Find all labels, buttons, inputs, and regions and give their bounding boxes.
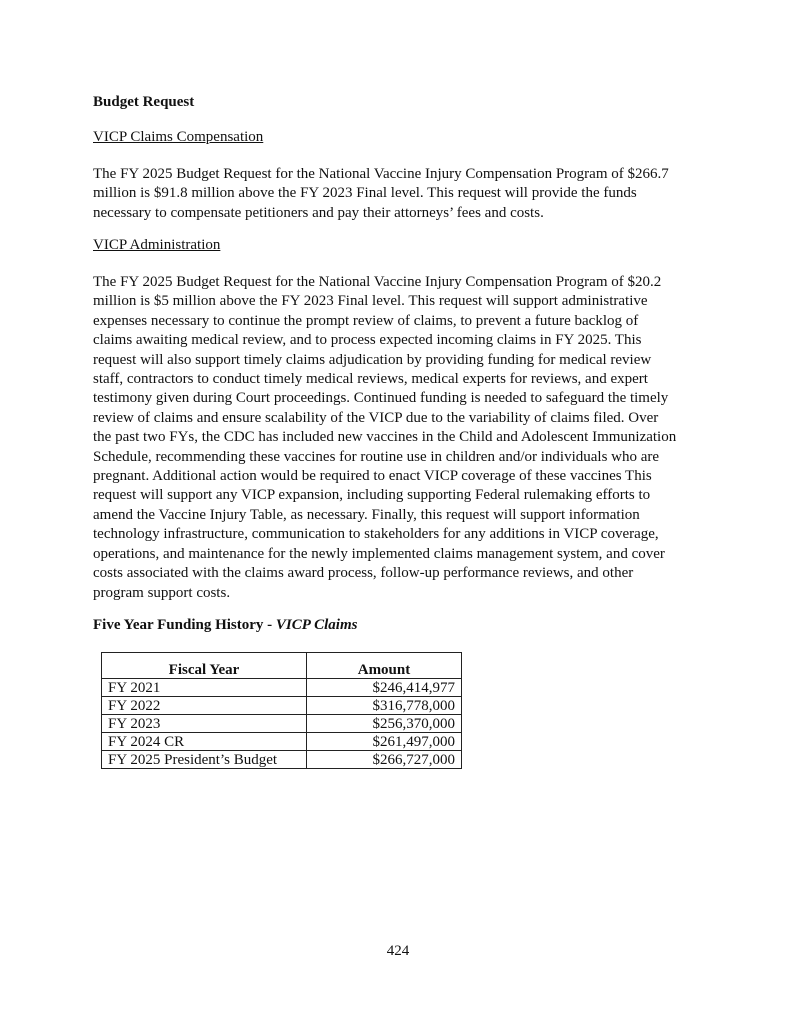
amount-cell: $246,414,977 xyxy=(307,679,462,697)
table-row xyxy=(102,751,462,769)
paragraph-line: technology infrastructure, communication to stakeholders for any additions in VICP coverage, xyxy=(93,526,659,543)
paragraph-line: million is $5 million above the FY 2023 Final level. This request will support administrative xyxy=(93,293,648,310)
paragraph-line: review of claims and ensure scalability of the VICP due to the variability of claims filed. Over xyxy=(93,409,659,426)
fiscal-year-cell: FY 2025 President’s Budget xyxy=(102,751,307,769)
budget-request-heading: Budget Request xyxy=(93,94,195,110)
paragraph-line: request will support any VICP expansion, including supporting Federal rulemaking efforts to xyxy=(93,487,651,504)
table-row xyxy=(102,733,462,751)
administration-paragraph xyxy=(93,273,703,603)
claims-compensation-subheading: VICP Claims Compensation xyxy=(93,129,264,145)
table-row xyxy=(102,715,462,733)
fiscal-year-cell: FY 2022 xyxy=(102,697,307,715)
administration-subheading: VICP Administration xyxy=(93,237,221,253)
paragraph-line: The FY 2025 Budget Request for the National Vaccine Injury Compensation Program of $266.7 xyxy=(93,166,669,182)
column-header-fiscal-year: Fiscal Year xyxy=(102,653,307,679)
fiscal-year-cell: FY 2023 xyxy=(102,715,307,733)
table-row xyxy=(102,679,462,697)
table-header-row xyxy=(102,653,462,679)
paragraph-line: million is $91.8 million above the FY 2023 Final level. This request will provide the funds xyxy=(93,185,637,202)
paragraph-line: staff, contractors to conduct timely medical reviews, medical experts for reviews, and expert xyxy=(93,371,648,388)
paragraph-line: amend the Vaccine Injury Table, as necessary. Finally, this request will support information xyxy=(93,506,640,523)
paragraph-line: operations, and maintenance for the newly implemented claims management system, and cover xyxy=(93,545,665,562)
table-row xyxy=(102,697,462,715)
paragraph-line: expenses necessary to continue the prompt review of claims, to prevent a future backlog of xyxy=(93,312,639,329)
funding-history-heading-italic: VICP Claims xyxy=(275,617,358,633)
funding-history-table xyxy=(101,652,462,769)
claims-compensation-paragraph xyxy=(93,165,703,223)
paragraph-line: The FY 2025 Budget Request for the National Vaccine Injury Compensation Program of $20.2 xyxy=(93,274,662,290)
funding-history-heading-prefix: Five Year Funding History - xyxy=(93,617,276,633)
paragraph-line: claims awaiting medical review, and to process expected incoming claims in FY 2025. This xyxy=(93,332,642,349)
fiscal-year-cell: FY 2024 CR xyxy=(102,733,307,751)
amount-cell: $266,727,000 xyxy=(307,751,462,769)
amount-cell: $261,497,000 xyxy=(307,733,462,751)
fiscal-year-cell: FY 2021 xyxy=(102,679,307,697)
page-number: 424 xyxy=(386,943,410,959)
amount-cell: $316,778,000 xyxy=(307,697,462,715)
funding-history-heading xyxy=(93,616,357,634)
amount-cell: $256,370,000 xyxy=(307,715,462,733)
paragraph-line: pregnant. Additional action would be required to enact VICP coverage of these vaccines This xyxy=(93,468,652,485)
paragraph-line: necessary to compensate petitioners and pay their attorneys’ fees and costs. xyxy=(93,204,544,221)
paragraph-line: the past two FYs, the CDC has included new vaccines in the Child and Adolescent Immunization xyxy=(93,429,677,446)
paragraph-line: testimony given during Court proceedings. Continued funding is needed to safeguard the timely xyxy=(93,390,669,407)
paragraph-line: Schedule, recommending these vaccines for routine use in children and/or individuals who are xyxy=(93,448,660,465)
paragraph-line: request will also support timely claims adjudication by providing funding for medical review xyxy=(93,351,652,368)
paragraph-line: program support costs. xyxy=(93,584,231,601)
paragraph-line: costs associated with the claims award process, follow-up performance reviews, and other xyxy=(93,565,634,582)
column-header-amount: Amount xyxy=(307,653,462,679)
